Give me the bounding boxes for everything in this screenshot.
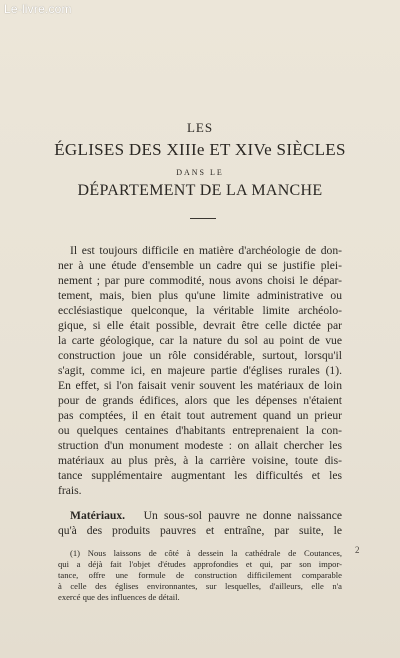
- title-rule: [190, 218, 216, 219]
- title-les: LES: [186, 120, 214, 135]
- body-line: ecclésiastique quelconque, la véritable limite archéolo-: [58, 304, 342, 317]
- title-dans: DANS LE: [176, 168, 224, 177]
- section-first-text: Un sous-sol pauvre ne donne naissance: [143, 509, 342, 522]
- title-main: ÉGLISES DES XIIIe ET XIVe SIÈCLES: [54, 140, 346, 159]
- body-line: matériaux au plus près, à la carrière voisine, toute dis-: [58, 454, 342, 467]
- footnote-line: exercé que des influences de détail.: [58, 592, 180, 602]
- body-line: En effet, si l'on faisait venir souvent les matériaux de loin: [58, 379, 342, 392]
- body-line: frais.: [58, 484, 82, 497]
- body-line: s'agit, comme ici, en majeure partie d'églises rurales (1).: [58, 364, 342, 377]
- footnote-line: qui a déjà fait l'objet d'études approfondies et qui, par son impor-: [58, 559, 342, 569]
- footnote-line: (1) Nous laissons de côté à dessein la cathédrale de Coutances,: [70, 548, 342, 558]
- page-number: 2: [355, 545, 360, 555]
- body-line: nement ; par pure commodité, nous avons choisi le dépar-: [58, 274, 342, 287]
- body-line: la carte géologique, car la nature du sol au point de vue: [58, 334, 342, 347]
- body-line: Il est toujours difficile en matière d'archéologie de don-: [70, 244, 342, 257]
- section-first-line: [70, 508, 342, 523]
- body-line: pas comptées, il en était tout autrement quand un prieur: [58, 409, 342, 422]
- body-line: construction joue un rôle considérable, surtout, lorsqu'il: [58, 349, 342, 362]
- body-line: tance supplémentaire augmentant les difficultés et les: [58, 469, 342, 482]
- footnote-line: à celle des églises environnantes, sur lesquelles, d'ailleurs, elle n'a: [58, 581, 342, 591]
- body-line: ou quelques centaines d'habitants entreprenaient la con-: [58, 424, 342, 437]
- body-line: pour de grands édifices, alors que les dépenses n'étaient: [58, 394, 342, 407]
- body-line: tement, mais, bien plus qu'une limite administrative ou: [58, 289, 342, 302]
- title-department: DÉPARTEMENT DE LA MANCHE: [77, 182, 323, 199]
- body-line: qu'à des produits pauvres et entraîne, par suite, le: [58, 524, 342, 537]
- footnote-line: tance, offre une formule de construction difficilement comparable: [58, 570, 342, 580]
- body-line: gique, si elle était possible, devrait être celle dictée par: [58, 319, 342, 332]
- section-heading: Matériaux.: [70, 509, 126, 522]
- body-line: struction d'un monument modeste : on allait chercher les: [58, 439, 342, 452]
- site-watermark: Le-livre.com: [4, 2, 72, 16]
- body-line: ner à une étude d'ensemble un cadre qui se justifie plei-: [58, 259, 342, 272]
